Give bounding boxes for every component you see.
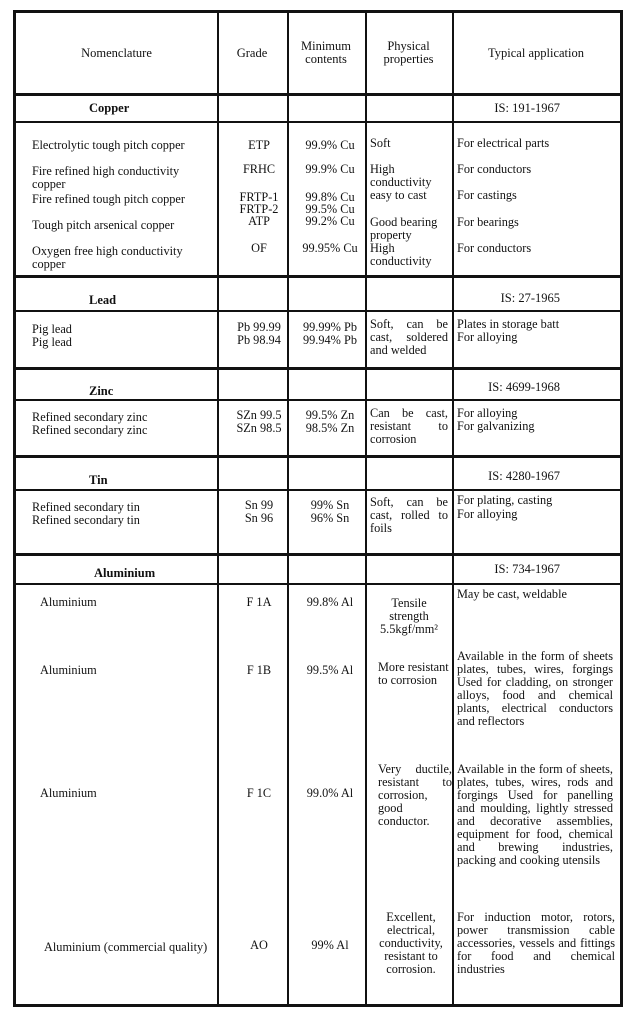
cell-nomenclature: Refined secondary zinc xyxy=(32,410,148,424)
cell-physical: Can be cast, resistant to corrosion xyxy=(370,406,448,446)
section-title-aluminium: Aluminium xyxy=(94,566,156,580)
cell-application: For conductors xyxy=(457,241,532,255)
section-standard-aluminium: IS: 734-1967 xyxy=(494,562,560,576)
cell-nomenclature: Pig lead xyxy=(32,322,72,336)
cell-application: For alloying xyxy=(457,507,518,521)
cell-application: For alloying xyxy=(457,406,518,420)
cell-nomenclature: Fire refined tough pitch copper xyxy=(32,192,185,206)
cell-minimum: 99% Al xyxy=(311,938,349,952)
row-divider xyxy=(16,93,620,96)
cell-physical: Good bearing property xyxy=(370,215,438,242)
cell-physical: Tensile strength 5.5kgf/mm² xyxy=(380,596,438,636)
cell-grade: F 1C xyxy=(246,786,272,800)
cell-physical: More resistant to corrosion xyxy=(378,660,449,687)
header-nomenclature: Nomenclature xyxy=(81,45,152,60)
cell-minimum: 99% Sn xyxy=(310,498,350,512)
cell-nomenclature: Aluminium xyxy=(40,786,97,800)
cell-minimum: 99.9% Cu xyxy=(305,162,355,176)
metals-specification-table xyxy=(13,10,623,1007)
section-standard-copper: IS: 191-1967 xyxy=(494,101,560,115)
cell-physical: Soft, can be cast, rolled to foils xyxy=(370,495,448,535)
row-divider xyxy=(16,583,620,585)
cell-grade: ETP xyxy=(248,138,270,152)
cell-grade: FRTP-1 xyxy=(239,190,279,204)
section-title-zinc: Zinc xyxy=(89,384,114,398)
cell-physical: Very ductile, resistant to corrosion, good conductor. xyxy=(378,762,452,828)
cell-grade: Sn 99 xyxy=(244,498,274,512)
column-divider xyxy=(452,13,454,1004)
cell-nomenclature: Tough pitch arsenical copper xyxy=(32,218,175,232)
cell-minimum: 98.5% Zn xyxy=(305,421,355,435)
cell-grade: FRHC xyxy=(242,162,276,176)
cell-grade: SZn 99.5 xyxy=(236,408,282,422)
cell-grade: Sn 96 xyxy=(244,511,274,525)
row-divider xyxy=(16,121,620,123)
cell-application: For induction motor, rotors, power transmission cable accessories, vessels and fittings for food and chemical industries xyxy=(457,910,615,976)
cell-nomenclature: Refined secondary tin xyxy=(32,513,140,527)
header-minimum-contents: Minimum contents xyxy=(300,39,351,66)
cell-application: For alloying xyxy=(457,330,518,344)
cell-minimum: 99.94% Pb xyxy=(303,333,357,347)
cell-grade: FRTP-2 xyxy=(239,202,279,216)
row-divider xyxy=(16,455,620,458)
cell-nomenclature: Fire refined high conductivity copper xyxy=(32,164,180,191)
section-title-copper: Copper xyxy=(89,101,130,115)
cell-nomenclature: Refined secondary tin xyxy=(32,500,140,514)
cell-nomenclature: Refined secondary zinc xyxy=(32,423,148,437)
cell-physical: High conductivity xyxy=(370,162,432,189)
row-divider xyxy=(16,399,620,401)
cell-minimum: 96% Sn xyxy=(310,511,350,525)
cell-application: Plates in storage batt xyxy=(457,317,560,331)
row-divider xyxy=(16,553,620,556)
cell-minimum: 99.2% Cu xyxy=(305,214,355,228)
header-physical-properties: Physical properties xyxy=(383,39,434,66)
cell-application: For electrical parts xyxy=(457,136,550,150)
cell-grade: ATP xyxy=(248,214,270,228)
section-title-tin: Tin xyxy=(89,473,108,487)
cell-application: For galvanizing xyxy=(457,419,535,433)
cell-nomenclature: Aluminium xyxy=(40,663,97,677)
row-divider xyxy=(16,310,620,312)
cell-application: Available in the form of sheets plates, tubes, wires, forgings Used for cladding, on stronger alloys, food and chemical plants, electrical conductors and reflectors xyxy=(457,649,613,728)
cell-minimum: 99.99% Pb xyxy=(303,320,357,334)
cell-physical: High conductivity xyxy=(370,241,432,268)
cell-physical: Soft, can be cast, soldered and welded xyxy=(370,317,448,357)
cell-minimum: 99.5% Zn xyxy=(305,408,355,422)
row-divider xyxy=(16,489,620,491)
header-grade: Grade xyxy=(236,45,268,60)
cell-application: For plating, casting xyxy=(457,493,553,507)
cell-grade: Pb 99.99 xyxy=(237,320,281,334)
section-standard-tin: IS: 4280-1967 xyxy=(488,469,560,483)
cell-grade: F 1A xyxy=(246,595,272,609)
cell-application: May be cast, weldable xyxy=(457,587,567,601)
cell-grade: SZn 98.5 xyxy=(236,421,282,435)
cell-grade: OF xyxy=(251,241,267,255)
cell-application: For conductors xyxy=(457,162,532,176)
cell-minimum: 99.95% Cu xyxy=(302,241,358,255)
section-standard-lead: IS: 27-1965 xyxy=(500,291,560,305)
cell-physical: Excellent, electrical, conductivity, resistant to corrosion. xyxy=(379,910,443,976)
row-divider xyxy=(16,367,620,370)
cell-nomenclature: Pig lead xyxy=(32,335,72,349)
cell-grade: Pb 98.94 xyxy=(237,333,281,347)
cell-physical: easy to cast xyxy=(370,188,427,202)
section-title-lead: Lead xyxy=(89,293,117,307)
section-standard-zinc: IS: 4699-1968 xyxy=(488,380,560,394)
row-divider xyxy=(16,275,620,278)
cell-application: For castings xyxy=(457,188,517,202)
cell-minimum: 99.0% Al xyxy=(306,786,354,800)
cell-grade: AO xyxy=(250,938,268,952)
cell-application: For bearings xyxy=(457,215,519,229)
cell-minimum: 99.5% Al xyxy=(306,663,354,677)
cell-minimum: 99.9% Cu xyxy=(305,138,355,152)
cell-grade: F 1B xyxy=(246,663,272,677)
cell-nomenclature: Aluminium xyxy=(40,595,97,609)
cell-physical: Soft xyxy=(370,136,391,150)
cell-nomenclature: Electrolytic tough pitch copper xyxy=(32,138,185,152)
header-typical-application: Typical application xyxy=(488,45,584,60)
cell-minimum: 99.8% Cu xyxy=(305,190,355,204)
cell-nomenclature: Oxygen free high conductivity copper xyxy=(32,244,183,271)
cell-nomenclature: Aluminium (commercial quality) xyxy=(44,940,208,954)
cell-minimum: 99.5% Cu xyxy=(305,202,355,216)
cell-application: Available in the form of sheets, plates, tubes, wires, rods and forgings Used for panelling and moulding, lightly stressed and decorative assemblies, equipment for food, chemical and brewing industries, packing and cooking utensils xyxy=(457,762,613,867)
cell-minimum: 99.8% Al xyxy=(306,595,354,609)
